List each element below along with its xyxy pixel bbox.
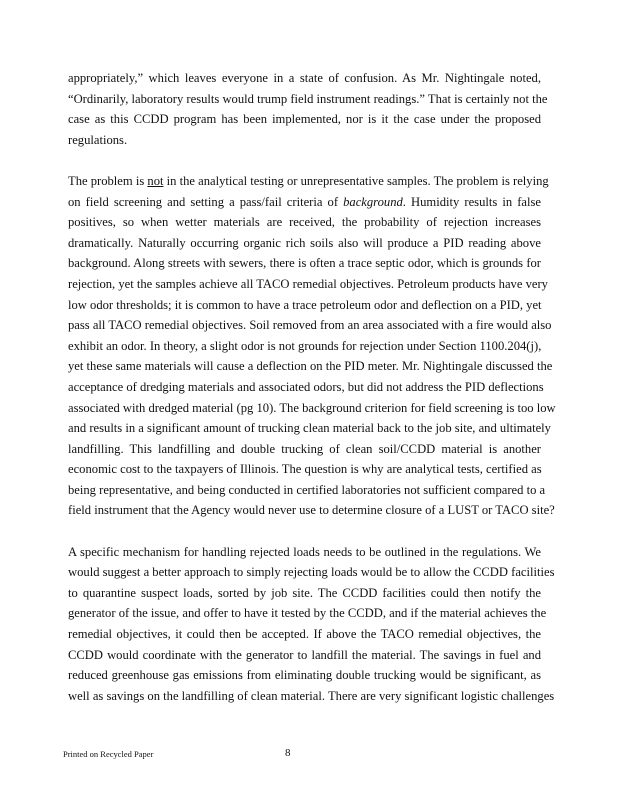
underlined-text: not [147,173,164,188]
text-line [68,562,555,583]
text-line [68,233,541,254]
text-segment: dramatically. Naturally occurring organic rich soils also will produce a PID reading above [68,235,541,250]
text-segment: background. Along streets with sewers, there is often a trace septic odor, which is grounds for [68,256,541,271]
text-segment: “Ordinarily, laboratory results would trump field instrument readings.” That is certainly not the [68,91,548,106]
text-line [68,171,549,192]
text-segment: . Humidity results in false [402,194,541,209]
text-segment: would suggest a better approach to simply rejecting loads would be to allow the CCDD facilities [68,565,555,580]
text-segment: yet these same materials will cause a deflection on the PID meter. Mr. Nightingale discussed the [68,359,553,374]
paragraph [68,171,556,521]
text-segment: CCDD would coordinate with the generator to landfill the material. The savings in fuel and [68,647,541,662]
text-segment: associated with dredged material (pg 10). The background criterion for field screening is too low [68,400,556,415]
text-line [68,686,555,707]
text-line [68,480,546,501]
text-line [68,336,541,357]
italic-text: background [343,194,403,209]
text-line [68,624,541,645]
text-segment: exhibit an odor. In theory, a slight odor is not grounds for rejection under Section 1100.204(j), [68,338,542,353]
text-line [68,274,548,295]
text-segment: pass all TACO remedial objectives. Soil removed from an area associated with a fire would also [68,318,552,333]
text-line [68,89,548,110]
text-segment: regulations. [68,132,128,147]
text-segment: being representative, and being conducted in certified laboratories not sufficient compared to a [68,482,546,497]
paragraph [68,542,555,707]
text-segment: positives, so when wetter materials are received, the probability of rejection increases [68,215,541,230]
text-line [68,315,552,336]
text-segment: to quarantine suspect loads, sorted by job site. The CCDD facilities could then notify the [68,585,541,600]
text-segment: case as this CCDD program has been implemented, nor is it the case under the proposed [68,112,541,127]
text-line [68,192,541,213]
page-number: 8 [285,747,291,759]
text-line [68,212,541,233]
text-line [68,68,541,89]
text-segment: rejection, yet the samples achieve all TACO remedial objectives. Petroleum products have very [68,276,548,291]
text-line [68,418,551,439]
text-segment: A specific mechanism for handling rejected loads needs to be outlined in the regulations. We [68,544,541,559]
text-segment: low odor thresholds; it is common to have a trace petroleum odor and deflection on a PID, yet [68,297,542,312]
text-segment: landfilling. This landfilling and double trucking of clean soil/CCDD material is another [68,441,541,456]
text-segment: and results in a significant amount of trucking clean material back to the job site, and ultimately [68,421,551,436]
text-segment: remedial objectives, it could then be accepted. If above the TACO remedial objectives, the [68,627,541,642]
text-line [68,253,541,274]
text-line [68,377,544,398]
paragraph [68,68,548,150]
document-body [68,68,556,727]
text-line [68,500,555,521]
footer-text: Printed on Recycled Paper [63,749,154,759]
text-line [68,439,541,460]
text-segment: in the analytical testing or unrepresentative samples. The problem is relying [163,173,549,188]
text-line [68,109,541,130]
text-segment: reduced greenhouse gas emissions from eliminating double trucking would be significant, as [68,668,541,683]
text-line [68,583,541,604]
text-line [68,459,541,480]
text-line [68,398,556,419]
text-segment: acceptance of dredging materials and associated odors, but did not address the PID deflections [68,379,544,394]
text-segment: on field screening and setting a pass/fail criteria of [68,194,344,209]
text-line [68,356,553,377]
text-line [68,130,541,151]
text-segment: field instrument that the Agency would never use to determine closure of a LUST or TACO site? [68,503,555,518]
text-line [68,295,541,316]
text-segment: economic cost to the taxpayers of Illinois. The question is why are analytical tests, certified as [68,462,542,477]
text-line [68,645,541,666]
text-line [68,603,547,624]
text-segment: appropriately,” which leaves everyone in a state of confusion. As Mr. Nightingale noted, [68,71,541,85]
text-segment: well as savings on the landfilling of clean material. There are very significant logistic challenges [68,688,555,703]
text-segment: generator of the issue, and offer to have it tested by the CCDD, and if the material achieves the [68,606,547,621]
text-line [68,542,541,563]
text-line [68,665,541,686]
text-segment: The problem is [68,173,148,188]
